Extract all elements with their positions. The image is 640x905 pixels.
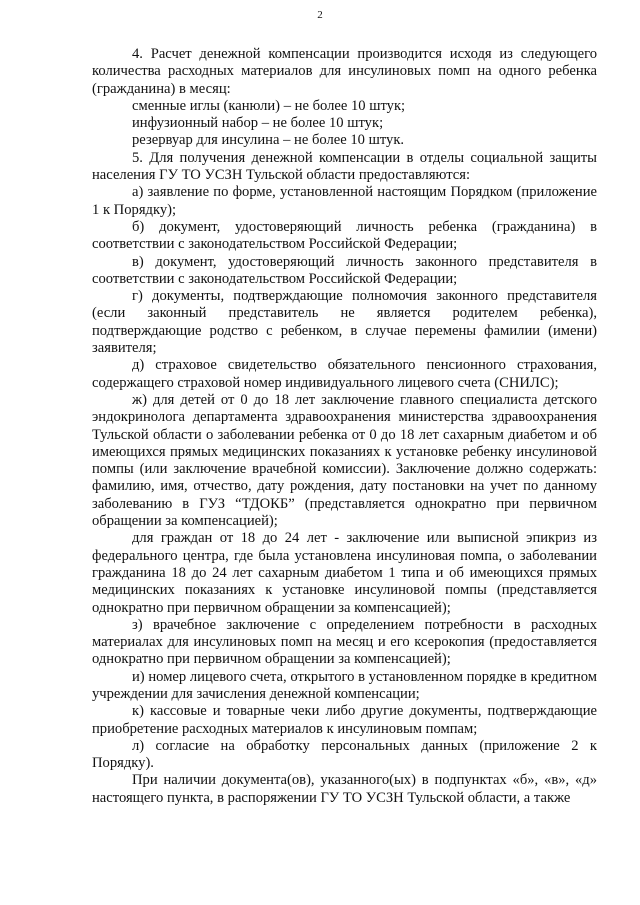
paragraph-4-item-needles: сменные иглы (канюли) – не более 10 штук; [132, 97, 406, 114]
paragraph-5-item-i: и) номер лицевого счета, открытого в установленном порядке в кредитном учреждении для зачисления денежной компенсации; [92, 668, 597, 702]
paragraph-5-item-v: в) документ, удостоверяющий личность законного представителя в соответствии с законодательством Российской Федерации; [92, 253, 597, 287]
paragraph-5-item-g: г) документы, подтверждающие полномочия законного представителя (если законный представитель не является родителем ребенка), подтверждающие родство с ребенком, в случае перемены фамилии (имени) заявителя; [92, 288, 597, 357]
paragraph-closing: При наличии документа(ов), указанного(ых) в подпунктах «б», «в», «д» настоящего пункта, в распоряжении ГУ ТО УСЗН Тульской области, а также [92, 772, 597, 806]
paragraph-5-item-zh-adults: для граждан от 18 до 24 лет - заключение или выписной эпикриз из федерального центра, где была установлена инсулиновая помпа, о заболевании гражданина 18 до 24 лет сахарным диабетом 1 типа и об имеющихся прямых медицинских показаниях к установке инсулиновой помпы (представляется однократно при первичном обращении за компенсацией); [92, 530, 597, 616]
page-number: 2 [317, 9, 323, 21]
paragraph-5-item-l: л) согласие на обработку персональных данных (приложение 2 к Порядку). [92, 737, 597, 772]
document-body [92, 46, 597, 807]
paragraph-5-item-zh: ж) для детей от 0 до 18 лет заключение главного специалиста детского эндокринолога департамента здравоохранения министерства здравоохранения Тульской области о заболевании ребенка от 0 до 18 лет сахарным диабетом и об имеющихся прямых медицинских показаниях к установке ребенку инсулиновой помпы (или заключение врачебной комиссии). Заключение должно содержать: фамилию, имя, отчество, дату рождения, дату постановки на учет по данному заболеванию в ГУЗ “ТДОКБ” (представляется однократно при первичном обращении за компенсацией); [92, 391, 597, 530]
paragraph-5-intro: 5. Для получения денежной компенсации в отделы социальной защиты населения ГУ ТО УСЗН Тульской области предоставляются: [92, 149, 597, 184]
paragraph-5-item-a: а) заявление по форме, установленной настоящим Порядком (приложение 1 к Порядку); [92, 184, 597, 218]
paragraph-4-item-infusion-set: инфузионный набор – не более 10 штук; [132, 115, 384, 132]
paragraph-5-item-b: б) документ, удостоверяющий личность ребенка (гражданина) в соответствии с законодательством Российской Федерации; [92, 218, 597, 253]
paragraph-4-intro: 4. Расчет денежной компенсации производится исходя из следующего количества расходных материалов для инсулиновых помп на одного ребенка (гражданина) в месяц: [92, 46, 597, 97]
paragraph-5-item-k: к) кассовые и товарные чеки либо другие документы, подтверждающие приобретение расходных материалов к инсулиновым помпам; [92, 703, 597, 737]
paragraph-4-item-reservoir: резервуар для инсулина – не более 10 штук. [132, 132, 405, 149]
paragraph-5-item-z: з) врачебное заключение с определением потребности в расходных материалах для инсулиновых помп на месяц и его ксерокопия (предоставляется однократно при первичном обращении за компенсацией); [92, 616, 597, 668]
paragraph-5-item-d: д) страховое свидетельство обязательного пенсионного страхования, содержащего страховой номер индивидуального лицевого счета (СНИЛС); [92, 357, 597, 391]
